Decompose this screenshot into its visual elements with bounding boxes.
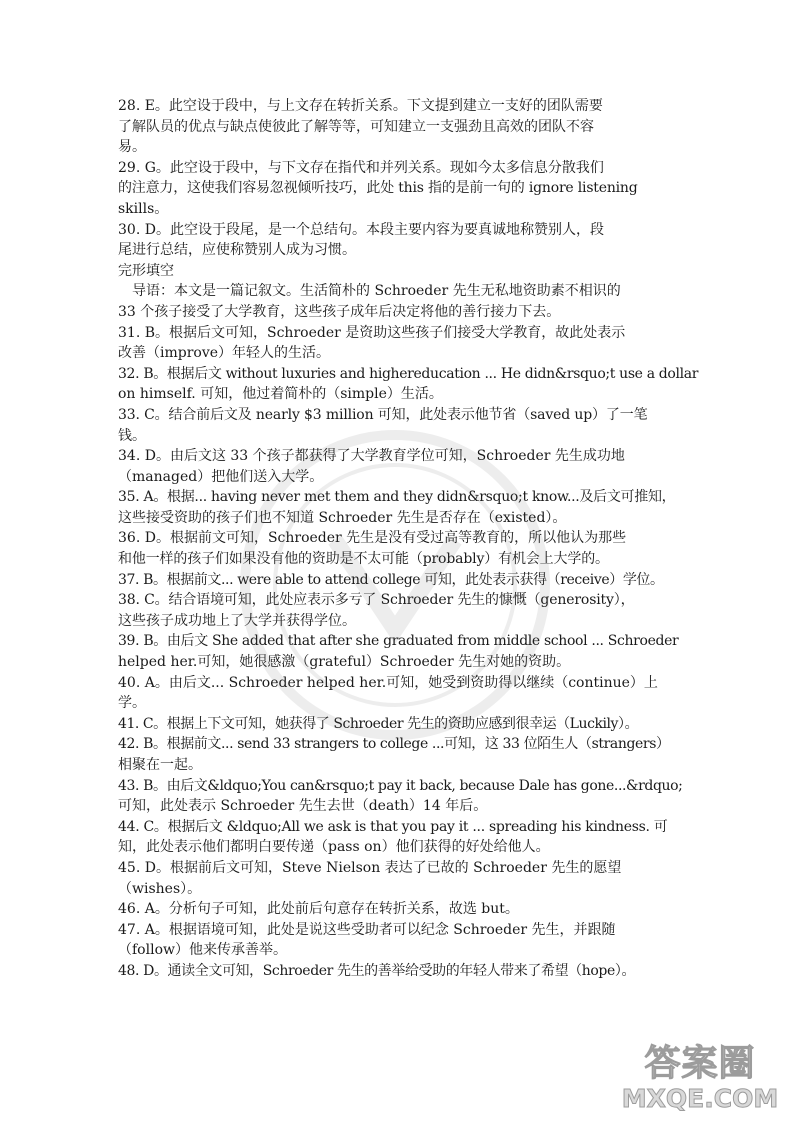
text-line: on himself. 可知，他过着简朴的（simple）生活。: [118, 386, 443, 403]
text-line: 44. C。根据后文 &ldquo;All we ask is that you pay it ... spreading his kindness. 可: [118, 818, 668, 835]
text-line: 46. A。分析句子可知，此处前后句意存在转折关系，故选 but。: [118, 901, 519, 918]
text-line: 钱。: [118, 427, 146, 444]
text-line: （managed）把他们送入大学。: [118, 468, 324, 485]
text-line: 37. B。根据前文... were able to attend college 可知，此处表示获得（receive）学位。: [118, 571, 664, 588]
text-line: 43. B。由后文&ldquo;You can&rsquo;t pay it back, because Dale has gone...&rdquo;: [118, 777, 683, 794]
text-line: 和他一样的孩子们如果没有他的资助是不太可能（probably）有机会上大学的。: [118, 551, 609, 568]
text-line: 41. C。根据上下文可知，她获得了 Schroeder 先生的资助应感到很幸运（Luckily）。: [118, 715, 639, 732]
text-line: 了解队员的优点与缺点使彼此了解等等，可知建立一支强劲且高效的团队不容: [118, 118, 594, 135]
site-logo: [612, 1042, 788, 1116]
text-line: 的注意力，这使我们容易忽视倾听技巧，此处 this 指的是前一句的 ignore listening: [118, 180, 638, 197]
text-line: 可知，此处表示 Schroeder 先生去世（death）14 年后。: [118, 798, 488, 815]
text-line: 34. D。由后文这 33 个孩子都获得了大学教育学位可知，Schroeder 先生成功地: [118, 448, 625, 465]
text-line: 改善（improve）年轻人的生活。: [118, 345, 331, 362]
text-line: 31. B。根据后文可知，Schroeder 是资助这些孩子们接受大学教育，故此处表示: [118, 324, 626, 341]
text-line: helped her.可知，她很感激（grateful）Schroeder 先生对她的资助。: [118, 654, 571, 671]
text-line: 47. A。根据语境可知，此处是说这些受助者可以纪念 Schroeder 先生，并跟随: [118, 921, 616, 938]
text-line: 这些接受资助的孩子们也不知道 Schroeder 先生是否存在（existed）。: [118, 509, 567, 526]
text-line: （wishes）。: [118, 880, 202, 897]
answer-document: [118, 96, 699, 982]
text-line: 35. A。根据... having never met them and they didn&rsquo;t know...及后文可推知，: [118, 489, 676, 506]
text-line: 33. C。结合前后文及 nearly $3 million 可知，此处表示他节省（saved up）了一笔: [118, 406, 648, 423]
text-line: skills。: [118, 200, 169, 217]
text-line: 29. G。此空设于段中，与下文存在指代和并列关系。现如今太多信息分散我们: [118, 159, 604, 176]
text-line: 36. D。根据前文可知，Schroeder 先生是没有受过高等教育的，所以他认为那些: [118, 530, 627, 547]
text-line: 38. C。结合语境可知，此处应表示多亏了 Schroeder 先生的慷慨（generosity），: [118, 592, 635, 609]
text-line: 39. B。由后文 She added that after she graduated from middle school ... Schroeder: [118, 633, 679, 650]
text-line: 30. D。此空设于段尾，是一个总结句。本段主要内容为要真诚地称赞别人，段: [118, 221, 604, 238]
text-line: 42. B。根据前文... send 33 strangers to college ...可知，这 33 位陌生人（strangers）: [118, 736, 670, 753]
text-line: 易。: [118, 139, 146, 156]
text-line: 33 个孩子接受了大学教育，这些孩子成年后决定将他的善行接力下去。: [118, 303, 561, 320]
logo-chinese-text: 答案圈: [644, 1043, 756, 1084]
text-line: （follow）他来传承善举。: [118, 942, 287, 959]
text-line: 45. D。根据前后文可知，Steve Nielson 表达了已故的 Schroeder 先生的愿望: [118, 859, 622, 876]
text-line: 40. A。由后文... Schroeder helped her.可知，她受到资助得以继续（continue）上: [118, 674, 658, 691]
section-heading: 完形填空: [118, 262, 174, 279]
text-line: 尾进行总结，应使称赞别人成为习惯。: [118, 242, 356, 259]
text-line: 这些孩子成功地上了大学并获得学位。: [118, 612, 356, 629]
text-line: 知，此处表示他们都明白要传递（pass on）他们获得的好处给他人。: [118, 839, 550, 856]
text-line: 导语：本文是一篇记叙文。生活简朴的 Schroeder 先生无私地资助素不相识的: [132, 283, 621, 300]
text-line: 28. E。此空设于段中，与上文存在转折关系。下文提到建立一支好的团队需要: [118, 98, 603, 114]
logo-url-text: MXQE.COM: [621, 1084, 779, 1113]
text-line: 32. B。根据后文 without luxuries and highereducation ... He didn&rsquo;t use a dollar: [118, 365, 699, 382]
text-line: 相聚在一起。: [118, 757, 202, 773]
text-line: 学。: [118, 695, 146, 712]
text-line: 48. D。通读全文可知，Schroeder 先生的善举给受助的年轻人带来了希望（hope）。: [118, 962, 636, 979]
